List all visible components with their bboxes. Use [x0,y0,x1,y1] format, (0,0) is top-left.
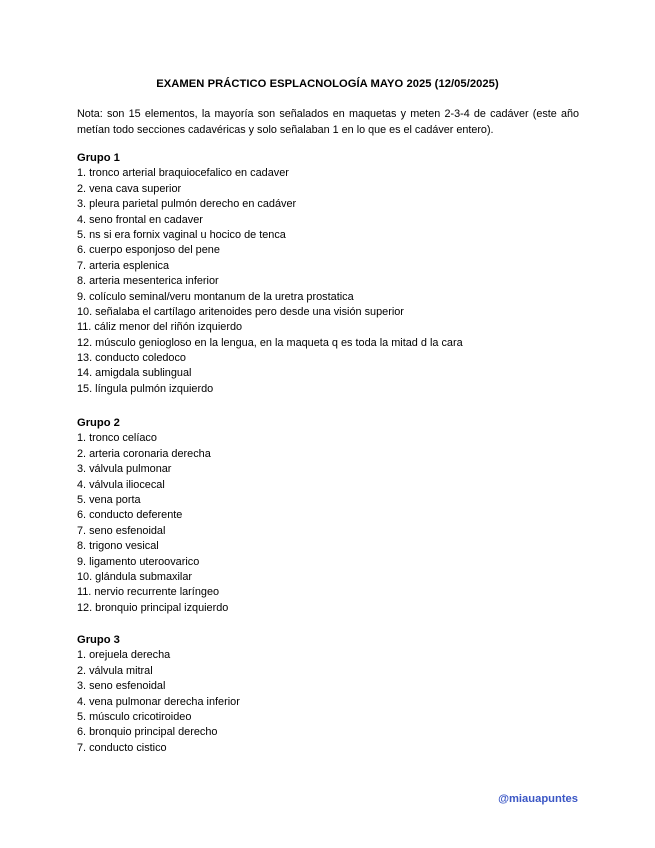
list-item: 6. bronquio principal derecho [77,726,218,739]
list-item: 6. cuerpo esponjoso del pene [77,244,220,257]
list-item: 2. arteria coronaria derecha [77,447,211,460]
exam-note: Nota: son 15 elementos, la mayoría son señalados en maquetas y meten 2-3-4 de cadáver (este año metían todo secciones cadavéricas y solo señalaban 1 en lo que es el cadáver entero). [77,108,579,136]
list-item: 9. colículo seminal/veru montanum de la uretra prostatica [77,290,354,303]
group-item-list [77,648,597,756]
list-item: 12. bronquio principal izquierdo [77,601,229,614]
list-item: 3. pleura parietal pulmón derecho en cadáver [77,198,297,211]
list-item: 7. seno esfenoidal [77,524,166,537]
list-item: 11. cáliz menor del riñón izquierdo [77,321,243,334]
group-section-2 [77,416,597,616]
list-item: 8. trigono vesical [77,540,159,553]
list-item: 4. vena pulmonar derecha inferior [77,695,240,708]
list-item: 10. glándula submaxilar [77,570,193,583]
list-item: 5. vena porta [77,493,141,506]
list-item: 4. válvula iliocecal [77,478,165,491]
list-item: 5. ns si era fornix vaginal u hocico de tenca [77,228,286,241]
list-item: 14. amigdala sublingual [77,367,192,380]
group-item-list [77,166,597,397]
list-item: 7. arteria esplenica [77,259,170,272]
list-item: 11. nervio recurrente laríngeo [77,586,220,599]
list-item: 6. conducto deferente [77,509,183,522]
group-title: Grupo 2 [77,417,120,429]
list-item: 12. músculo geniogloso en la lengua, en la maqueta q es toda la mitad d la cara [77,336,463,349]
list-item: 1. orejuela derecha [77,649,171,662]
list-item: 7. conducto cistico [77,741,167,754]
list-item: 1. tronco celíaco [77,432,157,445]
list-item: 13. conducto coledoco [77,352,186,365]
list-item: 8. arteria mesenterica inferior [77,275,219,288]
list-item: 2. válvula mitral [77,664,153,677]
list-item: 9. ligamento uteroovarico [77,555,200,568]
list-item: 1. tronco arterial braquiocefalico en cadaver [77,167,289,180]
list-item: 3. seno esfenoidal [77,680,166,693]
author-handle: @miauapuntes [498,793,578,805]
document-title: EXAMEN PRÁCTICO ESPLACNOLOGÍA MAYO 2025 (12/05/2025) [156,78,499,90]
list-item: 3. válvula pulmonar [77,463,172,476]
group-section-3 [77,633,597,756]
group-title: Grupo 3 [77,634,120,646]
group-item-list [77,431,597,616]
list-item: 4. seno frontal en cadaver [77,213,203,226]
group-section-1 [77,151,597,397]
list-item: 5. músculo cricotiroideo [77,710,192,723]
list-item: 10. señalaba el cartílago aritenoides pero desde una visión superior [77,305,404,318]
group-title: Grupo 1 [77,152,120,164]
list-item: 2. vena cava superior [77,182,182,195]
list-item: 15. língula pulmón izquierdo [77,382,214,395]
